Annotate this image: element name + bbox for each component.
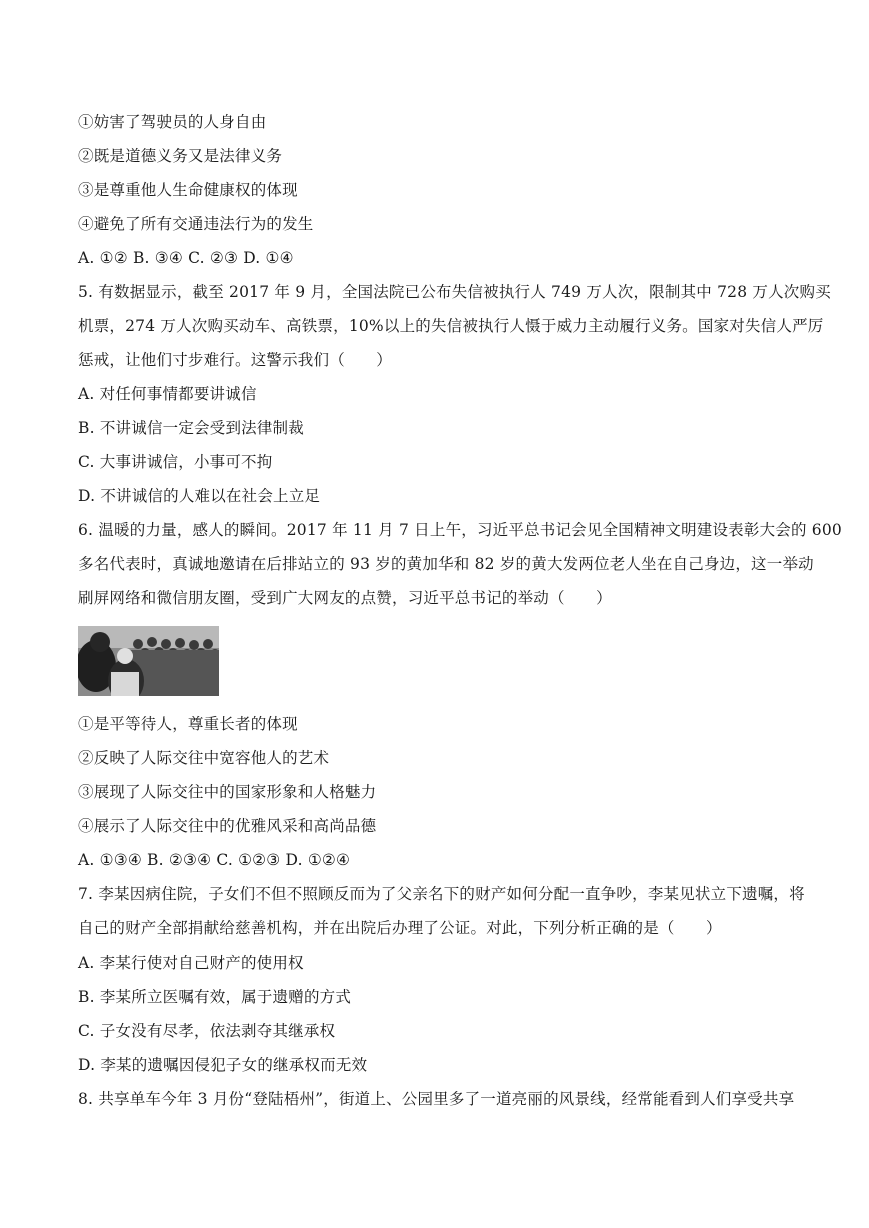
q6-choices: A. ①③④ B. ②③④ C. ①②③ D. ①②④ <box>78 851 351 869</box>
q5-option-c: C. 大事讲诚信，小事可不拘 <box>78 453 273 471</box>
q5-option-b: B. 不讲诚信一定会受到法律制裁 <box>78 419 304 437</box>
q4-option-4: ④避免了所有交通违法行为的发生 <box>78 215 314 233</box>
q5-stem-line-3: 惩戒，让他们寸步难行。这警示我们（ ） <box>78 351 393 369</box>
q6-option-3: ③展现了人际交往中的国家形象和人格魅力 <box>78 783 377 801</box>
q7-option-d: D. 李某的遗嘱因侵犯子女的继承权而无效 <box>78 1056 368 1074</box>
q5-option-a: A. 对任何事情都要讲诚信 <box>78 385 257 403</box>
q6-option-4: ④展示了人际交往中的优雅风采和高尚品德 <box>78 817 377 835</box>
q6-option-1: ①是平等待人，尊重长者的体现 <box>78 715 298 733</box>
q7-option-a: A. 李某行使对自己财产的使用权 <box>78 954 304 972</box>
q8-stem-line-1: 8. 共享单车今年 3 月份“登陆梧州”，街道上、公园里多了一道亮丽的风景线，经常能看到人们享受共享 <box>78 1090 795 1108</box>
q4-choices: A. ①② B. ③④ C. ②③ D. ①④ <box>78 249 294 267</box>
q6-stem-line-1: 6. 温暖的力量，感人的瞬间。2017 年 11 月 7 日上午，习近平总书记会见全国精神文明建设表彰大会的 600 <box>78 521 842 539</box>
q6-stem-line-2: 多名代表时，真诚地邀请在后排站立的 93 岁的黄加华和 82 岁的黄大发两位老人坐在自己身边，这一举动 <box>78 555 814 573</box>
q7-stem-line-2: 自己的财产全部捐献给慈善机构，并在出院后办理了公证。对此，下列分析正确的是（ ） <box>78 919 722 937</box>
q5-option-d: D. 不讲诚信的人难以在社会上立足 <box>78 487 321 505</box>
q6-option-2: ②反映了人际交往中宽容他人的艺术 <box>78 749 330 767</box>
q4-option-2: ②既是道德义务又是法律义务 <box>78 147 283 165</box>
q7-option-b: B. 李某所立医嘱有效，属于遗赠的方式 <box>78 988 352 1006</box>
q4-option-1: ①妨害了驾驶员的人身自由 <box>78 113 267 131</box>
q7-stem-line-1: 7. 李某因病住院，子女们不但不照顾反而为了父亲名下的财产如何分配一直争吵，李某见状立下遗嘱，将 <box>78 885 805 903</box>
q4-option-3: ③是尊重他人生命健康权的体现 <box>78 181 298 199</box>
q5-stem-line-1: 5. 有数据显示，截至 2017 年 9 月，全国法院已公布失信被执行人 749 万人次，限制其中 728 万人次购买 <box>78 283 831 301</box>
q7-option-c: C. 子女没有尽孝，依法剥夺其继承权 <box>78 1022 336 1040</box>
q6-stem-line-3: 刷屏网络和微信朋友圈，受到广大网友的点赞，习近平总书记的举动（ ） <box>78 589 612 607</box>
meeting-photo-illustration <box>78 626 219 696</box>
meeting-photo <box>78 626 219 696</box>
q5-stem-line-2: 机票，274 万人次购买动车、高铁票，10%以上的失信被执行人慑于威力主动履行义务。国家对失信人严厉 <box>78 317 824 335</box>
